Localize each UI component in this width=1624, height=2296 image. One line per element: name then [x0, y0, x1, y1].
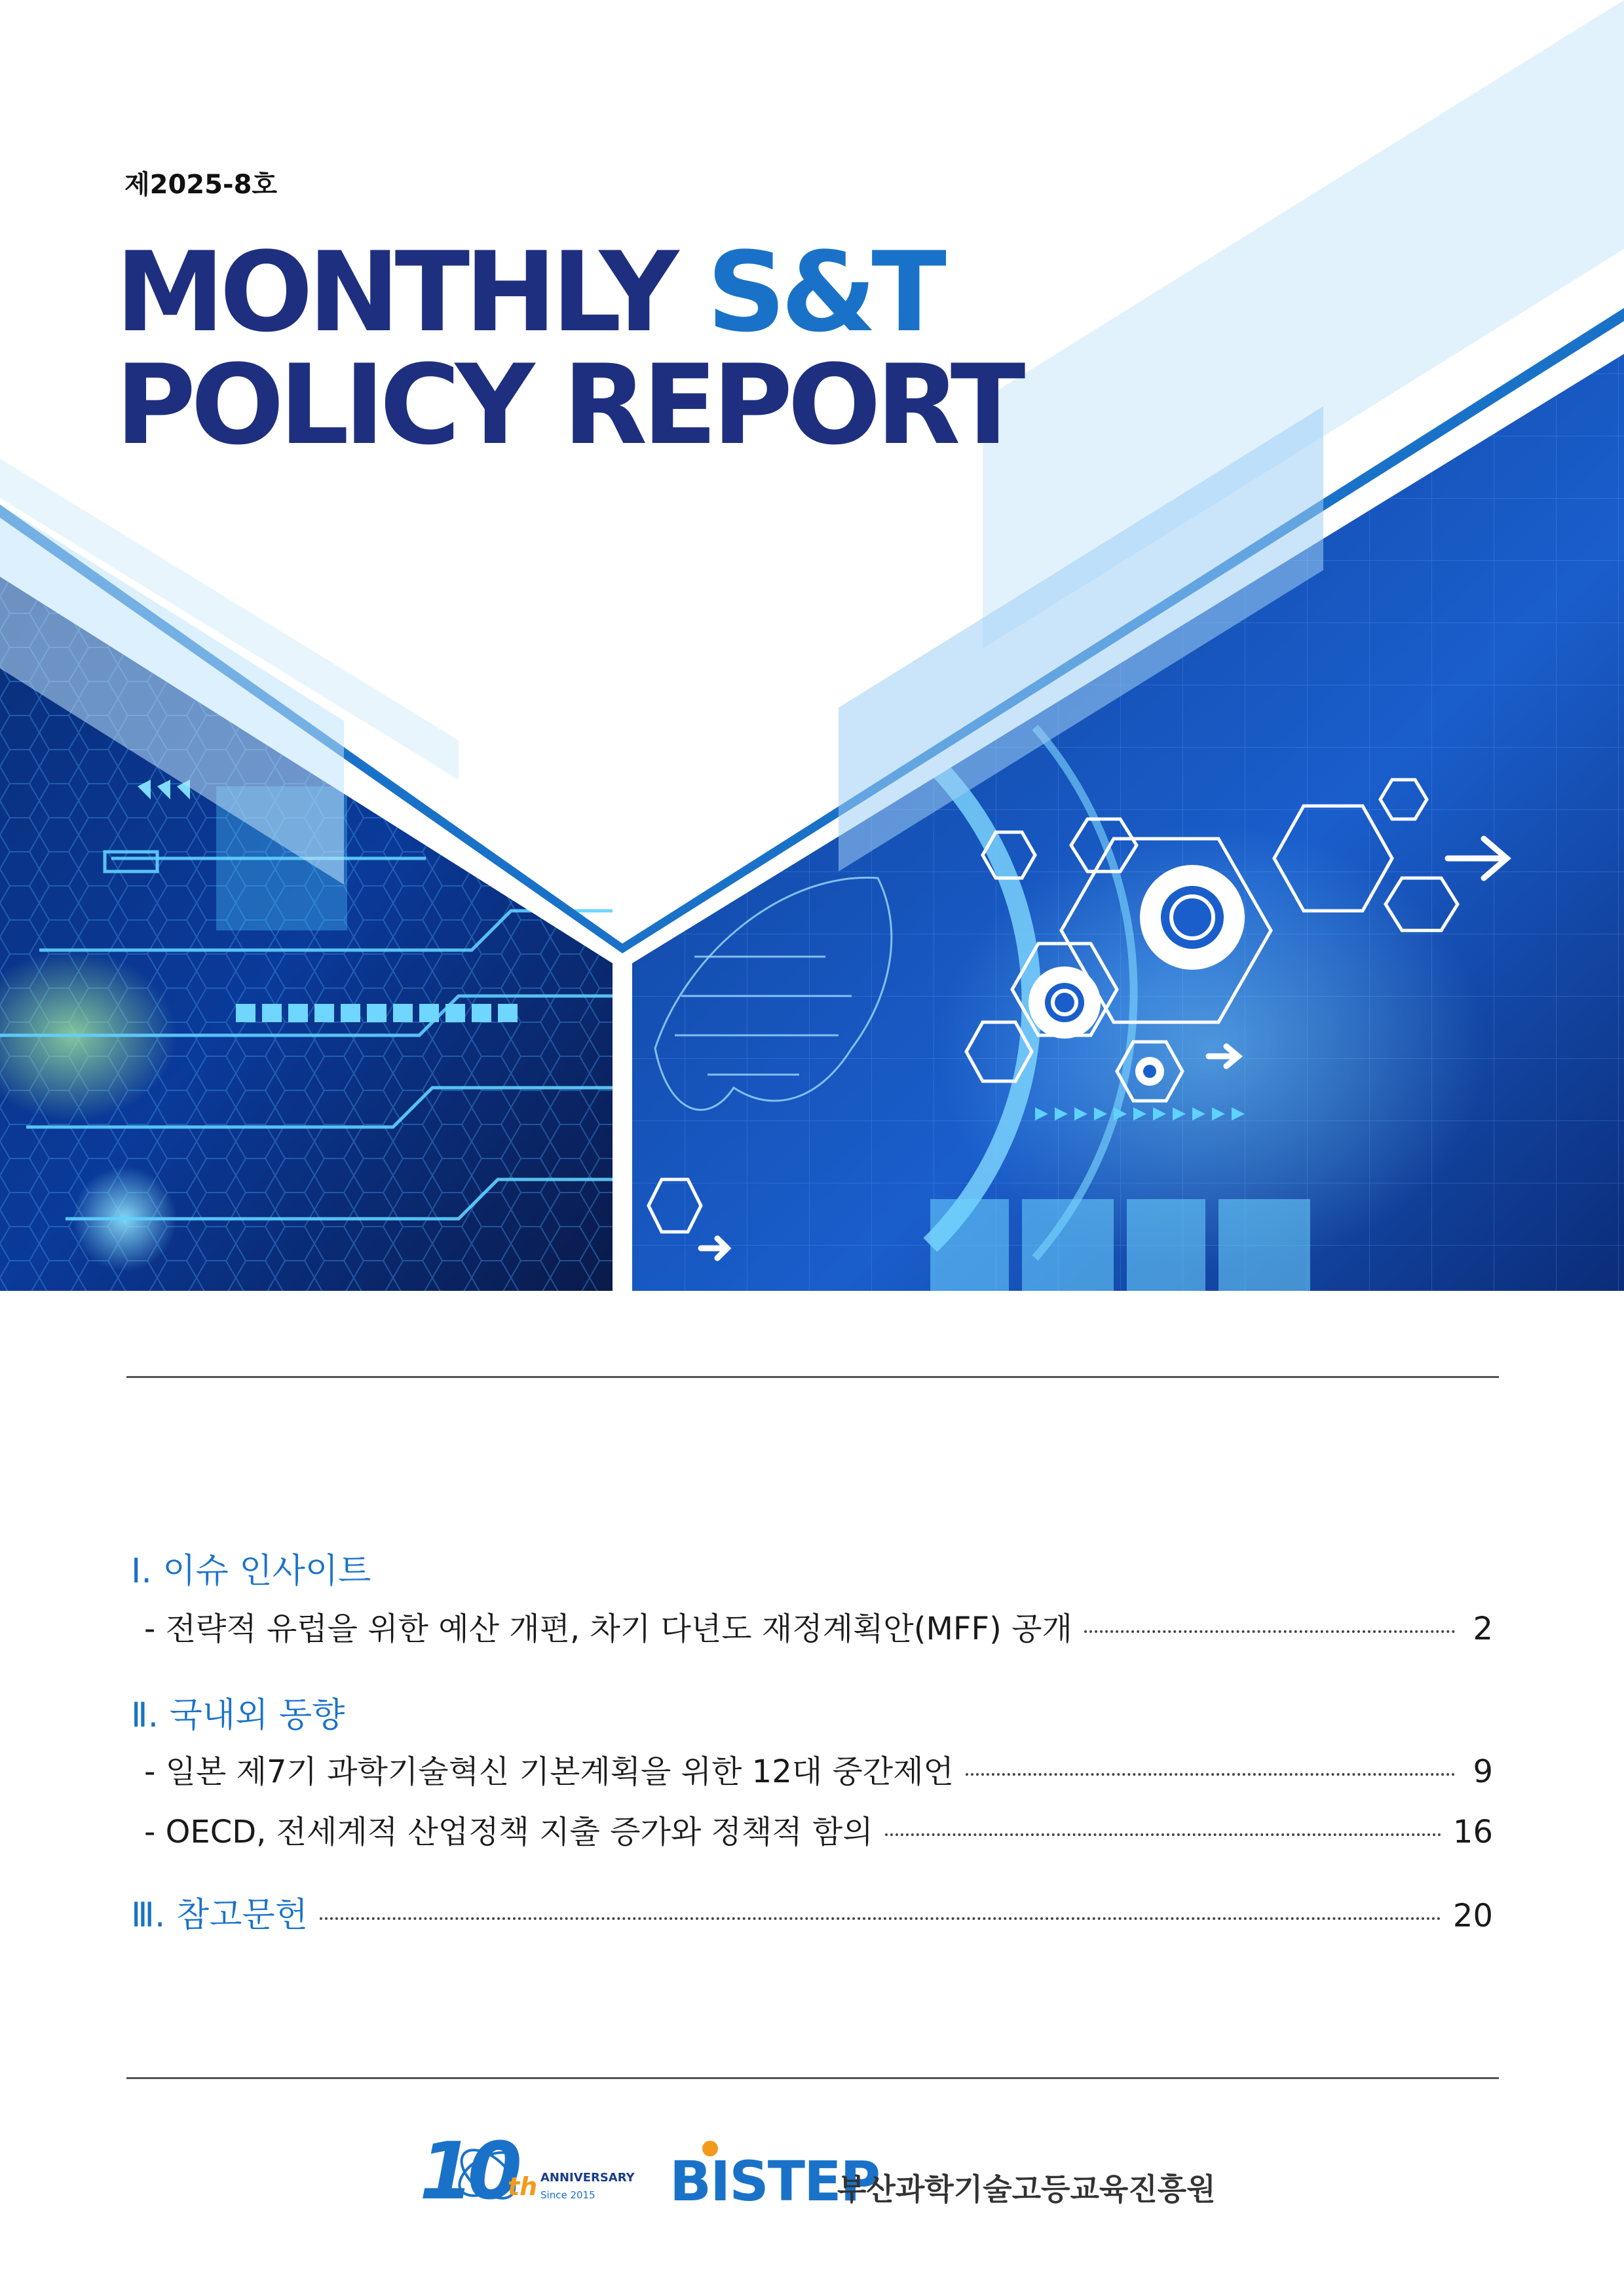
toc-entry-text: - OECD, 전세계적 산업정책 지출 증가와 정책적 함의	[144, 1814, 873, 1850]
toc-page-number: 20	[1452, 1898, 1493, 1934]
toc-entry-2[interactable]	[131, 1746, 1493, 1791]
toc-leader-dots	[966, 1773, 1455, 1776]
anniversary-number: 10	[419, 2126, 516, 2217]
title-main: MONTHLY	[115, 228, 707, 356]
title-accent: S&T	[706, 228, 941, 356]
toc-page-number: 16	[1452, 1814, 1493, 1850]
toc-entry-text: - 일본 제7기 과학기술혁신 기본계획을 위한 12대 중간제언	[144, 1753, 954, 1790]
toc-leader-dots	[320, 1917, 1441, 1920]
bottom-divider	[126, 2077, 1499, 2079]
issue-number: 제2025-8호	[124, 170, 278, 200]
toc-entry-1[interactable]	[131, 1603, 1493, 1649]
bistep-wordmark: BISTEP	[670, 2149, 880, 2213]
toc-section-2[interactable]: Ⅱ. 국내외 동향	[131, 1696, 345, 1735]
toc-entry-text: - 전략적 유럽을 위한 예산 개편, 차기 다년도 재정계획안(MFF) 공개	[144, 1611, 1072, 1647]
toc-page-number: 2	[1473, 1611, 1493, 1647]
toc-leader-dots	[885, 1833, 1441, 1836]
toc-entry-3[interactable]	[131, 1807, 1493, 1852]
anniversary-suffix: th	[508, 2172, 538, 2201]
toc-section-1[interactable]: Ⅰ. 이슈 인사이트	[131, 1552, 371, 1591]
organization-name: 부산과학기술고등교육진흥원	[837, 2172, 1216, 2207]
report-title	[115, 228, 1021, 469]
toc-leader-dots	[1084, 1630, 1455, 1633]
toc-section-label: Ⅲ. 참고문헌	[131, 1896, 308, 1935]
toc-page-number: 9	[1473, 1753, 1493, 1790]
anniversary-since: Since 2015	[540, 2189, 595, 2201]
toc-section-3[interactable]	[131, 1887, 1493, 1936]
top-divider	[126, 1376, 1499, 1378]
anniversary-label: ANNIVERSARY	[540, 2171, 635, 2185]
title-line-1	[115, 228, 1020, 356]
title-line-2: POLICY REPORT	[115, 341, 1021, 469]
footer-logos	[0, 2126, 1624, 2218]
